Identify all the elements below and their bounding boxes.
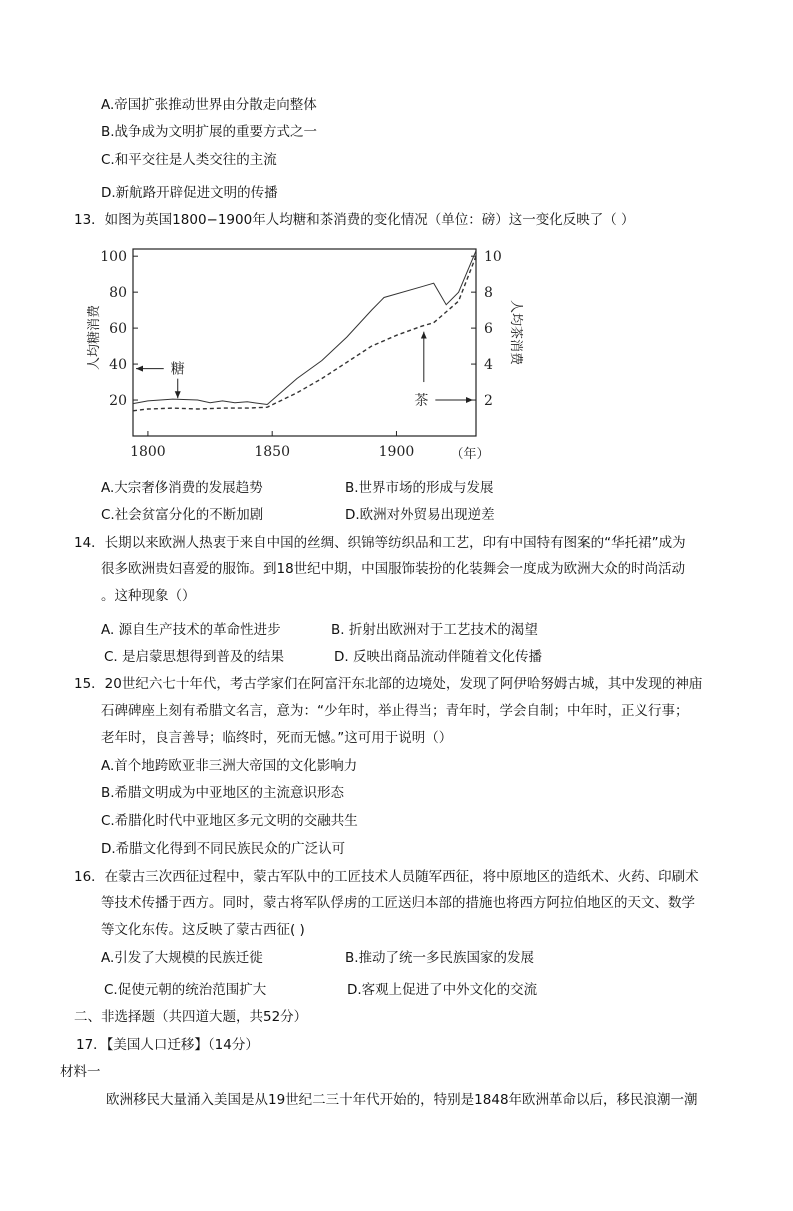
q16-stem-line1: 16．在蒙古三次西征过程中，蒙古军队中的工匠技术人员随军西征，将中原地区的造纸术、火药、印刷术 (74, 869, 699, 885)
q13-option-a: A.大宗奢侈消费的发展趋势 (101, 480, 263, 496)
series-line-sugar (133, 251, 476, 405)
q17-title: 17．【美国人口迁移】（14分） (76, 1037, 259, 1053)
x-axis-label: （年） (450, 447, 490, 462)
q15-option-d: D.希腊文化得到不同民族民众的广泛认可 (101, 841, 346, 857)
sugar-tea-consumption-chart (84, 240, 523, 472)
q16-stem-line3: 等文化东传。这反映了蒙古西征( ) (101, 922, 305, 938)
y-left-tick-label: 60 (109, 321, 127, 338)
y-left-tick-label: 20 (109, 393, 127, 410)
series-line-tea (133, 256, 476, 411)
x-tick-label: 1850 (254, 444, 291, 460)
x-tick-label: 1900 (378, 444, 415, 460)
section-2-heading: 二、非选择题（共四道大题，共52分） (74, 1009, 308, 1025)
q15-option-b: B.希腊文明成为中亚地区的主流意识形态 (101, 785, 345, 801)
sugar-annotation: 糖 (170, 361, 185, 378)
q14-option-c: C. 是启蒙思想得到普及的结果 (104, 649, 285, 665)
q16-option-a: A.引发了大规模的民族迁徙 (101, 950, 263, 966)
y-right-tick-label: 8 (484, 285, 493, 302)
y-right-tick-label: 4 (484, 357, 493, 374)
y-right-tick-label: 6 (484, 321, 493, 338)
q13-option-d: D.欧洲对外贸易出现逆差 (345, 507, 495, 523)
y-right-tick-label: 10 (484, 249, 502, 266)
q14-stem-line3: 。这种现象（） (101, 588, 196, 604)
y-left-axis-label: 人均糖消费 (87, 304, 102, 371)
q14-option-b: B. 折射出欧洲对于工艺技术的渴望 (331, 622, 538, 638)
q16-option-c: C.促使元朝的统治范围扩大 (104, 982, 267, 998)
q13-option-b: B.世界市场的形成与发展 (345, 480, 494, 496)
q14-stem-line1: 14．长期以来欧洲人热衷于来自中国的丝绸、织锦等纺织品和工艺，印有中国特有图案的“华托裙”成为 (74, 535, 686, 551)
q12-option-a: A.帝国扩张推动世界由分散走向整体 (101, 97, 317, 113)
q12-option-d: D.新航路开辟促进文明的传播 (101, 185, 278, 201)
y-left-tick-label: 40 (109, 357, 127, 374)
q16-option-d: D.客观上促进了中外文化的交流 (347, 982, 538, 998)
q16-option-b: B.推动了统一多民族国家的发展 (345, 950, 535, 966)
q13-option-c: C.社会贫富分化的不断加剧 (101, 507, 264, 523)
q14-option-d: D. 反映出商品流动伴随着文化传播 (334, 649, 542, 665)
q13-stem: 13．如图为英国1800−1900年人均糖和茶消费的变化情况（单位：磅）这一变化反映了（ ） (74, 212, 635, 228)
y-right-axis-label: 人均茶消费 (508, 299, 523, 366)
chart-ticks (100, 249, 502, 462)
q17-text-line1: 欧洲移民大量涌入美国是从19世纪二三十年代开始的，特别是1848年欧洲革命以后，移民浪潮一潮 (106, 1092, 698, 1108)
y-left-tick-label: 100 (100, 249, 127, 266)
chart-labels (86, 300, 524, 409)
q12-option-b: B.战争成为文明扩展的重要方式之一 (101, 124, 318, 140)
y-left-tick-label: 80 (109, 285, 127, 302)
q14-option-a: A. 源自生产技术的革命性进步 (101, 622, 281, 638)
q17-material-label: 材料一 (60, 1064, 101, 1080)
q16-stem-line2: 等技术传播于西方。同时，蒙古将军队俘虏的工匠送归本部的措施也将西方阿拉伯地区的天文、数学 (101, 895, 695, 911)
q15-option-c: C.希腊化时代中亚地区多元文明的交融共生 (101, 813, 358, 829)
q12-option-c: C.和平交往是人类交往的主流 (101, 152, 277, 168)
chart-series (133, 251, 476, 411)
q15-stem-line1: 15．20世纪六七十年代，考古学家们在阿富汗东北部的边境处，发现了阿伊哈努姆古城，其中发现的神庙 (74, 676, 703, 692)
x-tick-label: 1800 (130, 444, 166, 460)
q15-stem-line3: 老年时，良言善导；临终时，死而无憾。”这可用于说明（） (101, 730, 453, 746)
y-right-tick-label: 2 (484, 393, 493, 410)
q15-stem-line2: 石碑碑座上刻有希腊文名言，意为：“少年时，举止得当；青年时，学会自制；中年时，正义行事； (101, 703, 689, 719)
q15-option-a: A.首个地跨欧亚非三洲大帝国的文化影响力 (101, 758, 358, 774)
tea-annotation: 茶 (414, 393, 429, 410)
q14-stem-line2: 很多欧洲贵妇喜爱的服饰。到18世纪中期，中国服饰装扮的化装舞会一度成为欧洲大众的时尚活动 (101, 561, 686, 577)
